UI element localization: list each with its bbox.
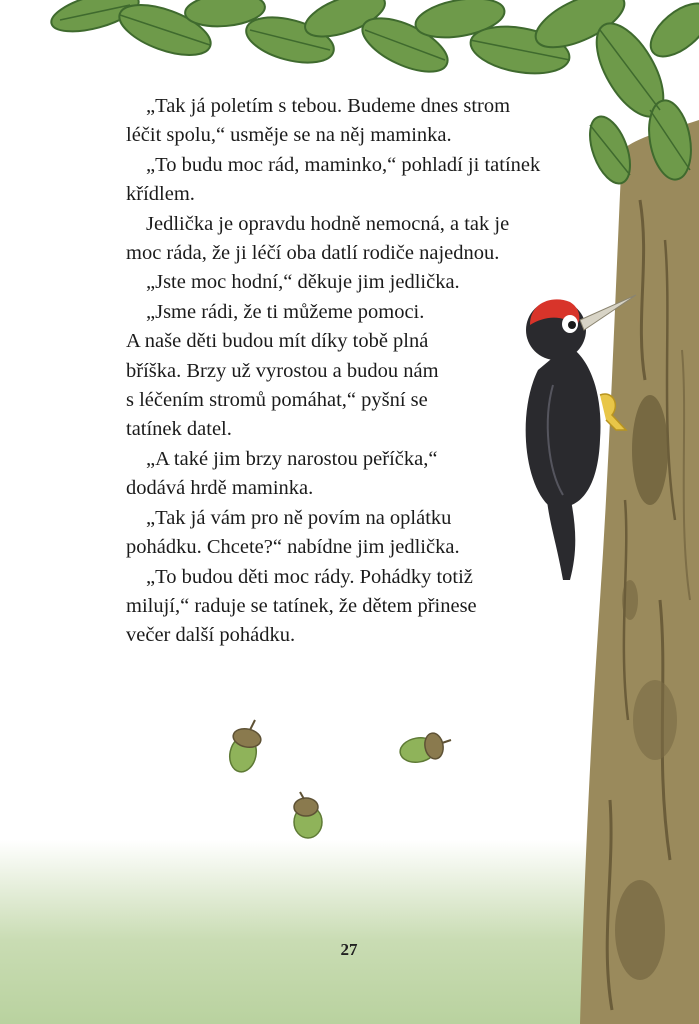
text-line: „Jste moc hodní,“ děkuje jim jedlička. <box>146 271 460 294</box>
text-line: léčit spolu,“ usměje se na něj maminka. <box>126 124 452 147</box>
paragraph <box>126 298 586 445</box>
text-line: moc ráda, že ji léčí oba datlí rodiče najednou. <box>126 242 500 265</box>
acorn-illustration <box>288 790 328 842</box>
text-line: bříška. Brzy už vyrostou a budou nám <box>126 359 439 382</box>
page-number: 27 <box>340 940 358 959</box>
paragraph <box>126 563 586 651</box>
acorn-illustration <box>396 728 454 768</box>
text-line: A naše děti budou mít díky tobě plná <box>126 330 429 353</box>
text-line: večer další pohádku. <box>126 624 296 647</box>
text-line: křídlem. <box>126 183 195 206</box>
paragraph <box>126 504 586 563</box>
text-line: tatínek datel. <box>126 418 232 441</box>
text-line: „Tak já vám pro ně povím na oplátku <box>146 506 452 529</box>
text-line: „Tak já poletím s tebou. Budeme dnes strom <box>146 95 511 117</box>
paragraph <box>126 210 586 269</box>
text-line: milují,“ raduje se tatínek, že dětem přinese <box>126 594 477 617</box>
text-line: Jedlička je opravdu hodně nemocná, a tak je <box>146 212 510 235</box>
story-text <box>126 92 586 651</box>
text-line: „Jsme rádi, že ti můžeme pomoci. <box>146 300 425 323</box>
paragraph <box>126 92 586 151</box>
text-line: dodává hrdě maminka. <box>126 477 314 500</box>
text-line: „To budu moc rád, maminko,“ pohladí ji tatínek <box>146 153 541 176</box>
text-line: s léčením stromů pomáhat,“ pyšní se <box>126 389 428 412</box>
text-line: pohádku. Chcete?“ nabídne jim jedlička. <box>126 536 460 559</box>
text-line: „A také jim brzy narostou peříčka,“ <box>146 447 438 470</box>
acorn-illustration <box>225 718 265 776</box>
paragraph <box>126 151 586 210</box>
paragraph <box>126 268 586 297</box>
text-line: „To budou děti moc rády. Pohádky totiž <box>146 565 473 588</box>
paragraph <box>126 445 586 504</box>
